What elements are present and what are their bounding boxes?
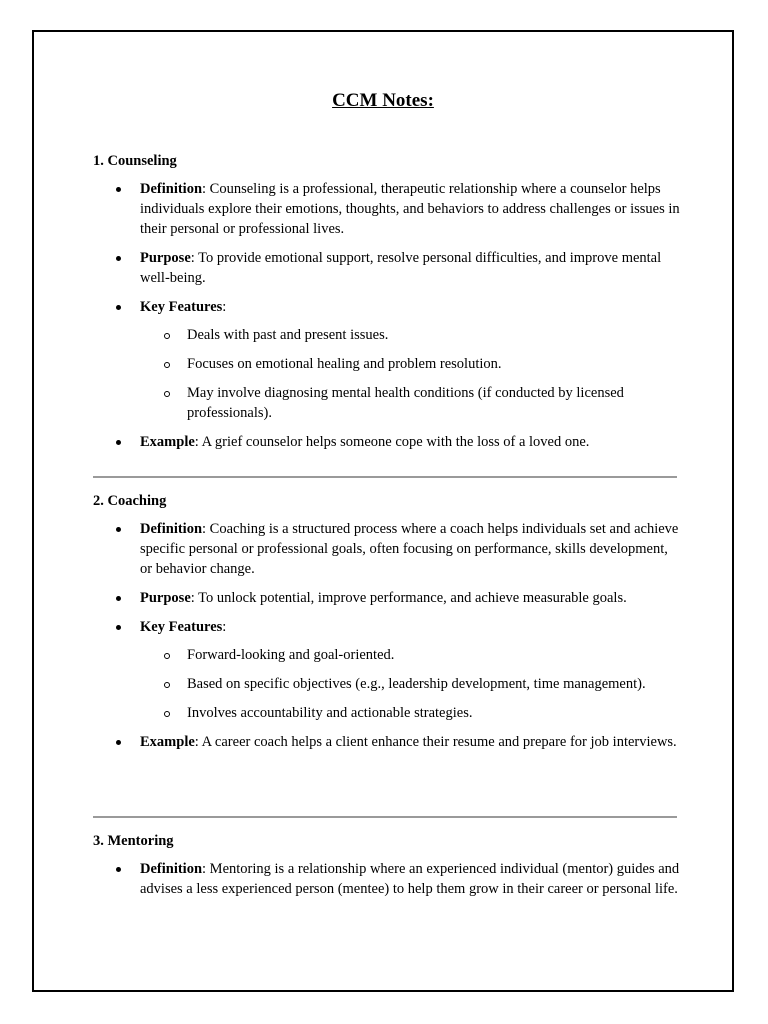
section-coaching — [93, 491, 683, 761]
section-divider — [93, 816, 677, 818]
definition-text: : Coaching is a structured process where a coach helps individuals set and achieve specific personal or professional goals, often focusing on performance, skills development, or behavior change. — [140, 521, 679, 577]
feature-text: Forward-looking and goal-oriented. — [187, 647, 395, 663]
circle-bullet-icon — [164, 362, 170, 368]
feature-text: Involves accountability and actionable strategies. — [187, 705, 473, 721]
feature-text: Focuses on emotional healing and problem resolution. — [187, 356, 502, 372]
definition-term: Definition — [140, 181, 203, 197]
definition-item — [93, 179, 683, 239]
circle-bullet-icon — [164, 653, 170, 659]
circle-bullet-icon — [164, 333, 170, 339]
bullet-icon — [116, 256, 121, 261]
feature-item — [140, 383, 683, 423]
feature-item — [140, 674, 683, 694]
feature-item — [140, 703, 683, 723]
section-mentoring — [93, 831, 683, 908]
features-term: Key Features — [140, 299, 223, 315]
definition-text: : Mentoring is a relationship where an experienced individual (mentor) guides and advises a less experienced person (mentee) to help them grow in their career or personal life. — [140, 861, 680, 897]
purpose-item — [93, 588, 683, 608]
example-text: : A grief counselor helps someone cope with the loss of a loved one. — [194, 434, 590, 450]
feature-text: May involve diagnosing mental health conditions (if conducted by licensed professionals). — [187, 385, 624, 421]
bullet-list — [93, 859, 683, 899]
section-divider — [93, 476, 677, 478]
feature-text: Based on specific objectives (e.g., leadership development, time management). — [187, 676, 646, 692]
definition-text: : Counseling is a professional, therapeutic relationship where a counselor helps individuals explore their emotions, thoughts, and behaviors to address challenges or issues in their personal or professional lives. — [140, 181, 680, 237]
document-page — [32, 30, 734, 992]
purpose-text: : To provide emotional support, resolve personal difficulties, and improve mental well-being. — [140, 250, 662, 286]
example-item — [93, 432, 683, 452]
bullet-icon — [116, 187, 121, 192]
example-item — [93, 732, 683, 752]
sub-bullet-list — [140, 645, 683, 723]
bullet-icon — [116, 527, 121, 532]
bullet-icon — [116, 625, 121, 630]
feature-item — [140, 325, 683, 345]
purpose-term: Purpose — [140, 590, 191, 606]
example-term: Example — [140, 734, 195, 750]
features-colon: : — [222, 299, 227, 315]
example-term: Example — [140, 434, 195, 450]
purpose-term: Purpose — [140, 250, 191, 266]
bullet-list — [93, 519, 683, 752]
bullet-icon — [116, 440, 121, 445]
features-term: Key Features — [140, 619, 223, 635]
example-text: : A career coach helps a client enhance their resume and prepare for job interviews. — [194, 734, 677, 750]
key-features-item — [93, 617, 683, 723]
purpose-item — [93, 248, 683, 288]
bullet-icon — [116, 305, 121, 310]
bullet-icon — [116, 740, 121, 745]
circle-bullet-icon — [164, 682, 170, 688]
section-heading: 2. Coaching — [93, 493, 167, 509]
bullet-list — [93, 179, 683, 452]
features-colon: : — [222, 619, 227, 635]
bullet-icon — [116, 867, 121, 872]
section-heading: 3. Mentoring — [93, 833, 174, 849]
circle-bullet-icon — [164, 711, 170, 717]
purpose-text: : To unlock potential, improve performance, and achieve measurable goals. — [190, 590, 627, 606]
feature-text: Deals with past and present issues. — [187, 327, 389, 343]
key-features-item — [93, 297, 683, 423]
feature-item — [140, 645, 683, 665]
definition-item — [93, 519, 683, 579]
bullet-icon — [116, 596, 121, 601]
sub-bullet-list — [140, 325, 683, 423]
definition-term: Definition — [140, 521, 203, 537]
section-counseling — [93, 151, 683, 461]
definition-term: Definition — [140, 861, 203, 877]
section-heading: 1. Counseling — [93, 153, 177, 169]
page-title: CCM Notes: — [332, 90, 434, 111]
feature-item — [140, 354, 683, 374]
circle-bullet-icon — [164, 391, 170, 397]
definition-item — [93, 859, 683, 899]
